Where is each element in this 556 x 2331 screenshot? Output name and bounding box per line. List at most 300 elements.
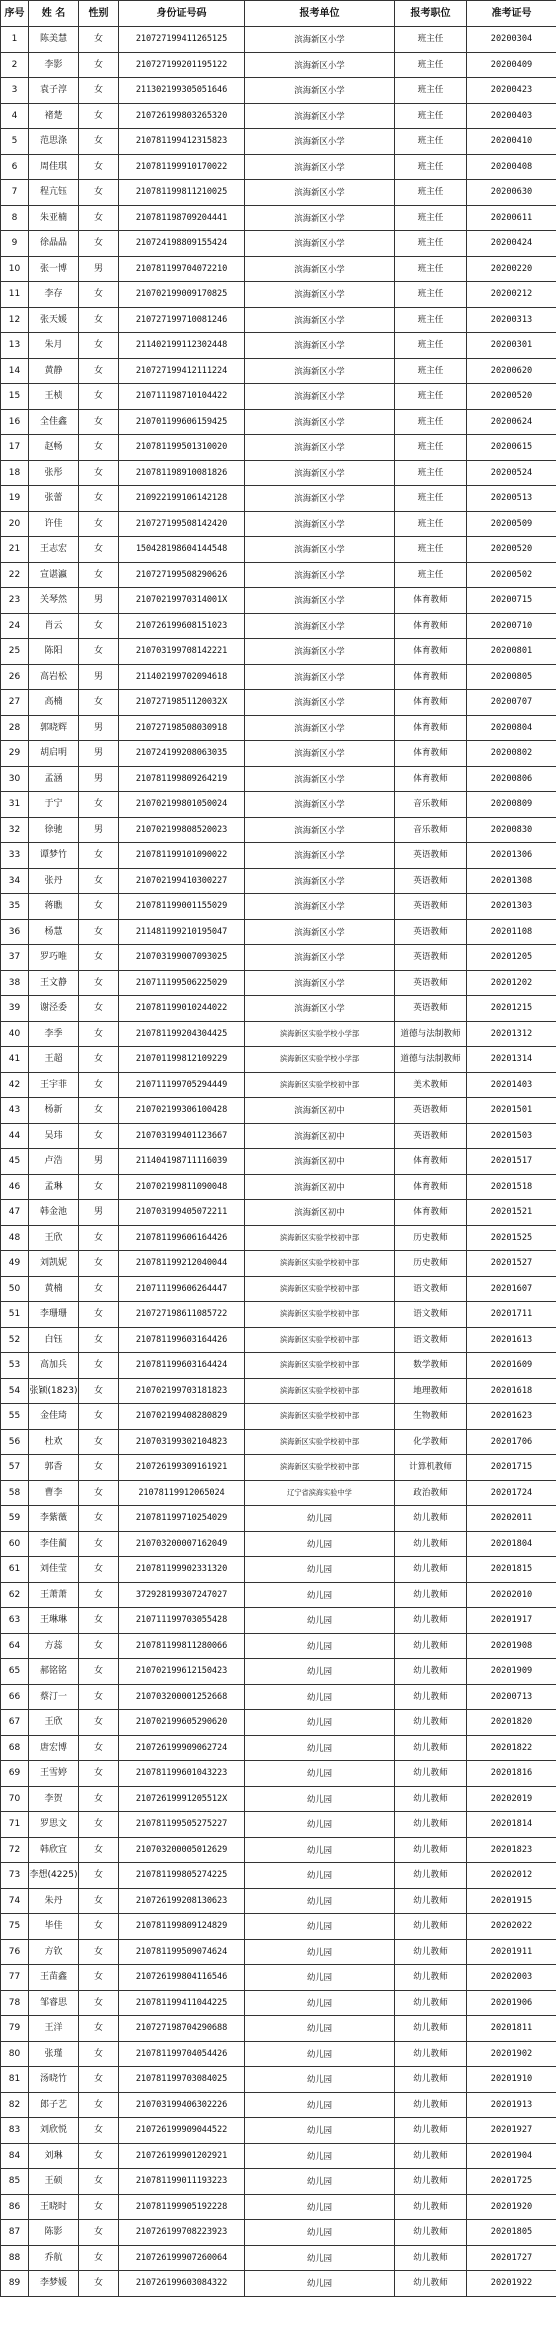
- cell-index: 27: [1, 690, 29, 716]
- cell-id-number: 210724198809155424: [119, 231, 245, 257]
- cell-gender: 女: [79, 613, 119, 639]
- cell-gender: 女: [79, 1123, 119, 1149]
- cell-name: 范思涤: [29, 129, 79, 155]
- cell-name: 王萧萧: [29, 1582, 79, 1608]
- cell-id-number: 210781199905192228: [119, 2194, 245, 2220]
- cell-exam-number: 20201816: [467, 1761, 556, 1787]
- cell-index: 14: [1, 358, 29, 384]
- cell-position: 音乐教师: [395, 817, 467, 843]
- cell-name: 乔航: [29, 2245, 79, 2271]
- cell-name: 方蕊: [29, 1633, 79, 1659]
- cell-name: 张一博: [29, 256, 79, 282]
- cell-name: 赵畅: [29, 435, 79, 461]
- cell-exam-number: 20201303: [467, 894, 556, 920]
- table-row: [1, 384, 556, 410]
- cell-id-number: 210781199212040044: [119, 1251, 245, 1277]
- cell-gender: 女: [79, 180, 119, 206]
- cell-exam-number: 20201215: [467, 996, 556, 1022]
- cell-id-number: 210702199808520023: [119, 817, 245, 843]
- cell-index: 3: [1, 78, 29, 104]
- cell-exam-number: 20201727: [467, 2245, 556, 2271]
- cell-id-number: 210781199010244022: [119, 996, 245, 1022]
- cell-exam-number: 20201314: [467, 1047, 556, 1073]
- cell-index: 58: [1, 1480, 29, 1506]
- cell-index: 21: [1, 537, 29, 563]
- cell-exam-number: 20202010: [467, 1582, 556, 1608]
- cell-name: 毕佳: [29, 1914, 79, 1940]
- cell-exam-number: 20201525: [467, 1225, 556, 1251]
- cell-index: 73: [1, 1863, 29, 1889]
- table-row: [1, 27, 556, 53]
- cell-exam-number: 20201805: [467, 2220, 556, 2246]
- cell-position: 英语教师: [395, 945, 467, 971]
- cell-name: 张丹: [29, 868, 79, 894]
- cell-unit: 幼儿园: [245, 2143, 395, 2169]
- cell-index: 48: [1, 1225, 29, 1251]
- cell-exam-number: 20201205: [467, 945, 556, 971]
- cell-id-number: 210726199909044522: [119, 2118, 245, 2144]
- cell-unit: 幼儿园: [245, 1990, 395, 2016]
- cell-index: 46: [1, 1174, 29, 1200]
- cell-name: 吴玮: [29, 1123, 79, 1149]
- cell-exam-number: 20201725: [467, 2169, 556, 2195]
- cell-unit: 幼儿园: [245, 1659, 395, 1685]
- cell-name: 胡启明: [29, 741, 79, 767]
- cell-gender: 女: [79, 2194, 119, 2220]
- cell-unit: 幼儿园: [245, 1888, 395, 1914]
- cell-position: 幼儿教师: [395, 1710, 467, 1736]
- cell-id-number: 210711199705294449: [119, 1072, 245, 1098]
- cell-unit: 滨海新区小学: [245, 817, 395, 843]
- cell-index: 51: [1, 1302, 29, 1328]
- cell-id-number: 210781199811280066: [119, 1633, 245, 1659]
- cell-exam-number: 20200804: [467, 715, 556, 741]
- cell-position: 幼儿教师: [395, 1914, 467, 1940]
- cell-gender: 女: [79, 1480, 119, 1506]
- cell-name: 王雪婷: [29, 1761, 79, 1787]
- header-position: 报考职位: [395, 1, 467, 27]
- cell-name: 罗思文: [29, 1812, 79, 1838]
- table-row: [1, 664, 556, 690]
- cell-position: 幼儿教师: [395, 2169, 467, 2195]
- cell-position: 班主任: [395, 537, 467, 563]
- cell-index: 32: [1, 817, 29, 843]
- table-row: [1, 1735, 556, 1761]
- cell-id-number: 210702199410300227: [119, 868, 245, 894]
- cell-unit: 滨海新区实验学校小学部: [245, 1047, 395, 1073]
- cell-unit: 滨海新区初中: [245, 1123, 395, 1149]
- cell-unit: 滨海新区实验学校初中部: [245, 1404, 395, 1430]
- cell-name: 郭香: [29, 1455, 79, 1481]
- cell-exam-number: 20200509: [467, 511, 556, 537]
- cell-gender: 男: [79, 1149, 119, 1175]
- cell-position: 语文教师: [395, 1276, 467, 1302]
- table-row: [1, 1786, 556, 1812]
- cell-gender: 女: [79, 1557, 119, 1583]
- cell-index: 13: [1, 333, 29, 359]
- cell-name: 宣谌瀛: [29, 562, 79, 588]
- cell-unit: 滨海新区小学: [245, 843, 395, 869]
- cell-exam-number: 20201823: [467, 1837, 556, 1863]
- cell-id-number: 210781198709204441: [119, 205, 245, 231]
- cell-gender: 男: [79, 741, 119, 767]
- cell-gender: 女: [79, 1990, 119, 2016]
- cell-unit: 滨海新区小学: [245, 256, 395, 282]
- cell-id-number: 210702199811090048: [119, 1174, 245, 1200]
- cell-position: 班主任: [395, 435, 467, 461]
- cell-exam-number: 20201913: [467, 2092, 556, 2118]
- cell-unit: 滨海新区小学: [245, 78, 395, 104]
- cell-gender: 女: [79, 2220, 119, 2246]
- table-row: [1, 1378, 556, 1404]
- cell-unit: 滨海新区小学: [245, 562, 395, 588]
- cell-gender: 女: [79, 1251, 119, 1277]
- cell-index: 60: [1, 1531, 29, 1557]
- cell-unit: 幼儿园: [245, 1965, 395, 1991]
- cell-position: 幼儿教师: [395, 2041, 467, 2067]
- cell-exam-number: 20200801: [467, 639, 556, 665]
- cell-exam-number: 20201910: [467, 2067, 556, 2093]
- cell-index: 83: [1, 2118, 29, 2144]
- cell-unit: 幼儿园: [245, 1710, 395, 1736]
- cell-exam-number: 20200301: [467, 333, 556, 359]
- cell-exam-number: 20201922: [467, 2271, 556, 2297]
- cell-position: 幼儿教师: [395, 2271, 467, 2297]
- cell-index: 87: [1, 2220, 29, 2246]
- table-row: [1, 639, 556, 665]
- cell-gender: 女: [79, 511, 119, 537]
- cell-unit: 滨海新区实验学校小学部: [245, 1021, 395, 1047]
- table-row: [1, 1480, 556, 1506]
- cell-id-number: 210702199801050024: [119, 792, 245, 818]
- cell-gender: 男: [79, 1200, 119, 1226]
- table-row: [1, 2067, 556, 2093]
- table-row: [1, 1633, 556, 1659]
- cell-gender: 女: [79, 2041, 119, 2067]
- cell-exam-number: 20201609: [467, 1353, 556, 1379]
- cell-unit: 滨海新区实验学校初中部: [245, 1251, 395, 1277]
- cell-id-number: 210781199011193223: [119, 2169, 245, 2195]
- cell-name: 刘欣悦: [29, 2118, 79, 2144]
- cell-exam-number: 20200715: [467, 588, 556, 614]
- header-name: 姓 名: [29, 1, 79, 27]
- cell-exam-number: 20201820: [467, 1710, 556, 1736]
- cell-unit: 滨海新区小学: [245, 307, 395, 333]
- cell-id-number: 210781199501310020: [119, 435, 245, 461]
- cell-position: 体育教师: [395, 690, 467, 716]
- cell-unit: 滨海新区实验学校初中部: [245, 1429, 395, 1455]
- cell-gender: 男: [79, 588, 119, 614]
- cell-index: 4: [1, 103, 29, 129]
- cell-exam-number: 20201306: [467, 843, 556, 869]
- cell-position: 班主任: [395, 205, 467, 231]
- table-row: [1, 154, 556, 180]
- table-row: [1, 1557, 556, 1583]
- cell-exam-number: 20201815: [467, 1557, 556, 1583]
- cell-exam-number: 20201607: [467, 1276, 556, 1302]
- cell-unit: 幼儿园: [245, 2245, 395, 2271]
- cell-unit: 滨海新区初中: [245, 1174, 395, 1200]
- table-row: [1, 231, 556, 257]
- cell-name: 蔡汀一: [29, 1684, 79, 1710]
- cell-gender: 女: [79, 1021, 119, 1047]
- cell-unit: 滨海新区小学: [245, 27, 395, 53]
- cell-unit: 滨海新区小学: [245, 766, 395, 792]
- cell-index: 56: [1, 1429, 29, 1455]
- cell-position: 幼儿教师: [395, 1965, 467, 1991]
- cell-unit: 滨海新区小学: [245, 588, 395, 614]
- table-row: [1, 1837, 556, 1863]
- table-row: [1, 1047, 556, 1073]
- table-row: [1, 103, 556, 129]
- table-row: [1, 1582, 556, 1608]
- cell-gender: 男: [79, 256, 119, 282]
- cell-gender: 男: [79, 817, 119, 843]
- cell-gender: 女: [79, 1327, 119, 1353]
- cell-unit: 幼儿园: [245, 2194, 395, 2220]
- table-row: [1, 817, 556, 843]
- cell-unit: 滨海新区小学: [245, 715, 395, 741]
- cell-position: 幼儿教师: [395, 1608, 467, 1634]
- table-row: [1, 1684, 556, 1710]
- cell-name: 李佳蔺: [29, 1531, 79, 1557]
- cell-unit: 幼儿园: [245, 1684, 395, 1710]
- cell-unit: 幼儿园: [245, 1633, 395, 1659]
- cell-name: 杜欢: [29, 1429, 79, 1455]
- cell-unit: 滨海新区小学: [245, 690, 395, 716]
- cell-gender: 女: [79, 792, 119, 818]
- cell-id-number: 210703200005012629: [119, 1837, 245, 1863]
- cell-id-number: 210781199710254029: [119, 1506, 245, 1532]
- cell-gender: 女: [79, 1353, 119, 1379]
- cell-exam-number: 20201724: [467, 1480, 556, 1506]
- cell-index: 61: [1, 1557, 29, 1583]
- header-index: 序号: [1, 1, 29, 27]
- cell-id-number: 210701199606159425: [119, 409, 245, 435]
- cell-gender: 女: [79, 1633, 119, 1659]
- cell-id-number: 210703200001252668: [119, 1684, 245, 1710]
- cell-unit: 滨海新区小学: [245, 231, 395, 257]
- cell-unit: 滨海新区小学: [245, 333, 395, 359]
- cell-index: 67: [1, 1710, 29, 1736]
- cell-position: 英语教师: [395, 894, 467, 920]
- cell-exam-number: 20201715: [467, 1455, 556, 1481]
- table-row: [1, 180, 556, 206]
- cell-id-number: 210781199704054426: [119, 2041, 245, 2067]
- cell-name: 王文静: [29, 970, 79, 996]
- cell-position: 幼儿教师: [395, 2092, 467, 2118]
- table-row: [1, 2016, 556, 2042]
- cell-index: 80: [1, 2041, 29, 2067]
- table-row: [1, 1302, 556, 1328]
- cell-name: 高楠: [29, 690, 79, 716]
- cell-id-number: 21070219970314001X: [119, 588, 245, 614]
- cell-gender: 女: [79, 384, 119, 410]
- cell-exam-number: 20200611: [467, 205, 556, 231]
- cell-name: 朱亚楠: [29, 205, 79, 231]
- cell-index: 76: [1, 1939, 29, 1965]
- cell-gender: 男: [79, 766, 119, 792]
- cell-id-number: 21072619991205512X: [119, 1786, 245, 1812]
- cell-index: 26: [1, 664, 29, 690]
- cell-exam-number: 20201927: [467, 2118, 556, 2144]
- cell-id-number: 210701199812109229: [119, 1047, 245, 1073]
- cell-position: 幼儿教师: [395, 1684, 467, 1710]
- cell-unit: 滨海新区实验学校初中部: [245, 1302, 395, 1328]
- table-row: [1, 256, 556, 282]
- table-row: [1, 1098, 556, 1124]
- cell-unit: 幼儿园: [245, 1786, 395, 1812]
- table-row: [1, 1455, 556, 1481]
- cell-id-number: 210703199007093025: [119, 945, 245, 971]
- cell-name: 张瑾: [29, 2041, 79, 2067]
- cell-index: 7: [1, 180, 29, 206]
- cell-name: 王苗鑫: [29, 1965, 79, 1991]
- table-row: [1, 1710, 556, 1736]
- cell-name: 徐驰: [29, 817, 79, 843]
- cell-name: 王洋: [29, 2016, 79, 2042]
- table-row: [1, 792, 556, 818]
- cell-index: 77: [1, 1965, 29, 1991]
- cell-name: 李存: [29, 282, 79, 308]
- cell-exam-number: 20201911: [467, 1939, 556, 1965]
- table-row: [1, 205, 556, 231]
- cell-id-number: 21072719851120032X: [119, 690, 245, 716]
- cell-exam-number: 20200630: [467, 180, 556, 206]
- cell-name: 黄楠: [29, 1276, 79, 1302]
- cell-gender: 女: [79, 282, 119, 308]
- cell-id-number: 210711199506225029: [119, 970, 245, 996]
- cell-name: 王欣: [29, 1710, 79, 1736]
- cell-index: 53: [1, 1353, 29, 1379]
- cell-index: 69: [1, 1761, 29, 1787]
- table-row: [1, 1531, 556, 1557]
- cell-id-number: 210702199408280829: [119, 1404, 245, 1430]
- table-row: [1, 2194, 556, 2220]
- cell-gender: 女: [79, 1047, 119, 1073]
- cell-exam-number: 20202003: [467, 1965, 556, 1991]
- cell-name: 李珊珊: [29, 1302, 79, 1328]
- cell-unit: 滨海新区小学: [245, 282, 395, 308]
- cell-position: 班主任: [395, 180, 467, 206]
- cell-unit: 滨海新区小学: [245, 409, 395, 435]
- cell-unit: 滨海新区小学: [245, 460, 395, 486]
- cell-unit: 滨海新区小学: [245, 664, 395, 690]
- cell-unit: 滨海新区小学: [245, 511, 395, 537]
- cell-position: 道德与法制教师: [395, 1021, 467, 1047]
- cell-index: 68: [1, 1735, 29, 1761]
- cell-position: 体育教师: [395, 1174, 467, 1200]
- cell-name: 王晓时: [29, 2194, 79, 2220]
- cell-exam-number: 20200524: [467, 460, 556, 486]
- cell-exam-number: 20201706: [467, 1429, 556, 1455]
- cell-name: 刘琳: [29, 2143, 79, 2169]
- cell-unit: 滨海新区小学: [245, 180, 395, 206]
- cell-name: 朱丹: [29, 1888, 79, 1914]
- cell-position: 历史教师: [395, 1225, 467, 1251]
- cell-name: 王欣: [29, 1225, 79, 1251]
- cell-id-number: 210727199508142420: [119, 511, 245, 537]
- cell-unit: 幼儿园: [245, 2067, 395, 2093]
- cell-unit: 幼儿园: [245, 1608, 395, 1634]
- cell-exam-number: 20200403: [467, 103, 556, 129]
- cell-gender: 女: [79, 1455, 119, 1481]
- cell-unit: 幼儿园: [245, 2169, 395, 2195]
- cell-gender: 女: [79, 843, 119, 869]
- cell-gender: 女: [79, 690, 119, 716]
- cell-gender: 女: [79, 231, 119, 257]
- cell-unit: 幼儿园: [245, 1735, 395, 1761]
- cell-index: 16: [1, 409, 29, 435]
- cell-exam-number: 20200620: [467, 358, 556, 384]
- table-row: [1, 1149, 556, 1175]
- cell-position: 幼儿教师: [395, 1812, 467, 1838]
- cell-gender: 女: [79, 919, 119, 945]
- cell-name: 邹睿思: [29, 1990, 79, 2016]
- cell-id-number: 210703199708142221: [119, 639, 245, 665]
- cell-unit: 滨海新区小学: [245, 103, 395, 129]
- cell-id-number: 210726199907260064: [119, 2245, 245, 2271]
- table-row: [1, 307, 556, 333]
- cell-index: 66: [1, 1684, 29, 1710]
- cell-exam-number: 20202019: [467, 1786, 556, 1812]
- cell-exam-number: 20201909: [467, 1659, 556, 1685]
- cell-exam-number: 20200424: [467, 231, 556, 257]
- cell-id-number: 210726199804116546: [119, 1965, 245, 1991]
- table-row: [1, 1404, 556, 1430]
- cell-id-number: 211481199210195047: [119, 919, 245, 945]
- cell-exam-number: 20200520: [467, 384, 556, 410]
- cell-position: 幼儿教师: [395, 2016, 467, 2042]
- cell-index: 55: [1, 1404, 29, 1430]
- cell-index: 85: [1, 2169, 29, 2195]
- cell-unit: 幼儿园: [245, 1761, 395, 1787]
- table-row: [1, 2271, 556, 2297]
- cell-unit: 滨海新区小学: [245, 486, 395, 512]
- cell-id-number: 210726199603084322: [119, 2271, 245, 2297]
- cell-unit: 滨海新区小学: [245, 970, 395, 996]
- cell-position: 体育教师: [395, 715, 467, 741]
- cell-gender: 女: [79, 562, 119, 588]
- cell-id-number: 210781199412315823: [119, 129, 245, 155]
- header-row: [1, 1, 556, 27]
- cell-position: 英语教师: [395, 843, 467, 869]
- cell-gender: 女: [79, 1888, 119, 1914]
- cell-id-number: 210922199106142128: [119, 486, 245, 512]
- cell-name: 杨新: [29, 1098, 79, 1124]
- cell-exam-number: 20201915: [467, 1888, 556, 1914]
- cell-position: 体育教师: [395, 588, 467, 614]
- cell-name: 陈影: [29, 2220, 79, 2246]
- cell-exam-number: 20201202: [467, 970, 556, 996]
- cell-name: 李紫薇: [29, 1506, 79, 1532]
- cell-name: 方钦: [29, 1939, 79, 1965]
- cell-id-number: 211402199112302448: [119, 333, 245, 359]
- table-row: [1, 1863, 556, 1889]
- cell-id-number: 150428198604144548: [119, 537, 245, 563]
- cell-exam-number: 20200707: [467, 690, 556, 716]
- cell-id-number: 210726199901202921: [119, 2143, 245, 2169]
- cell-index: 11: [1, 282, 29, 308]
- cell-exam-number: 20201920: [467, 2194, 556, 2220]
- table-row: [1, 282, 556, 308]
- cell-gender: 女: [79, 27, 119, 53]
- table-row: [1, 2143, 556, 2169]
- cell-exam-number: 20200520: [467, 537, 556, 563]
- cell-name: 刘凯妮: [29, 1251, 79, 1277]
- cell-gender: 女: [79, 1837, 119, 1863]
- cell-exam-number: 20201822: [467, 1735, 556, 1761]
